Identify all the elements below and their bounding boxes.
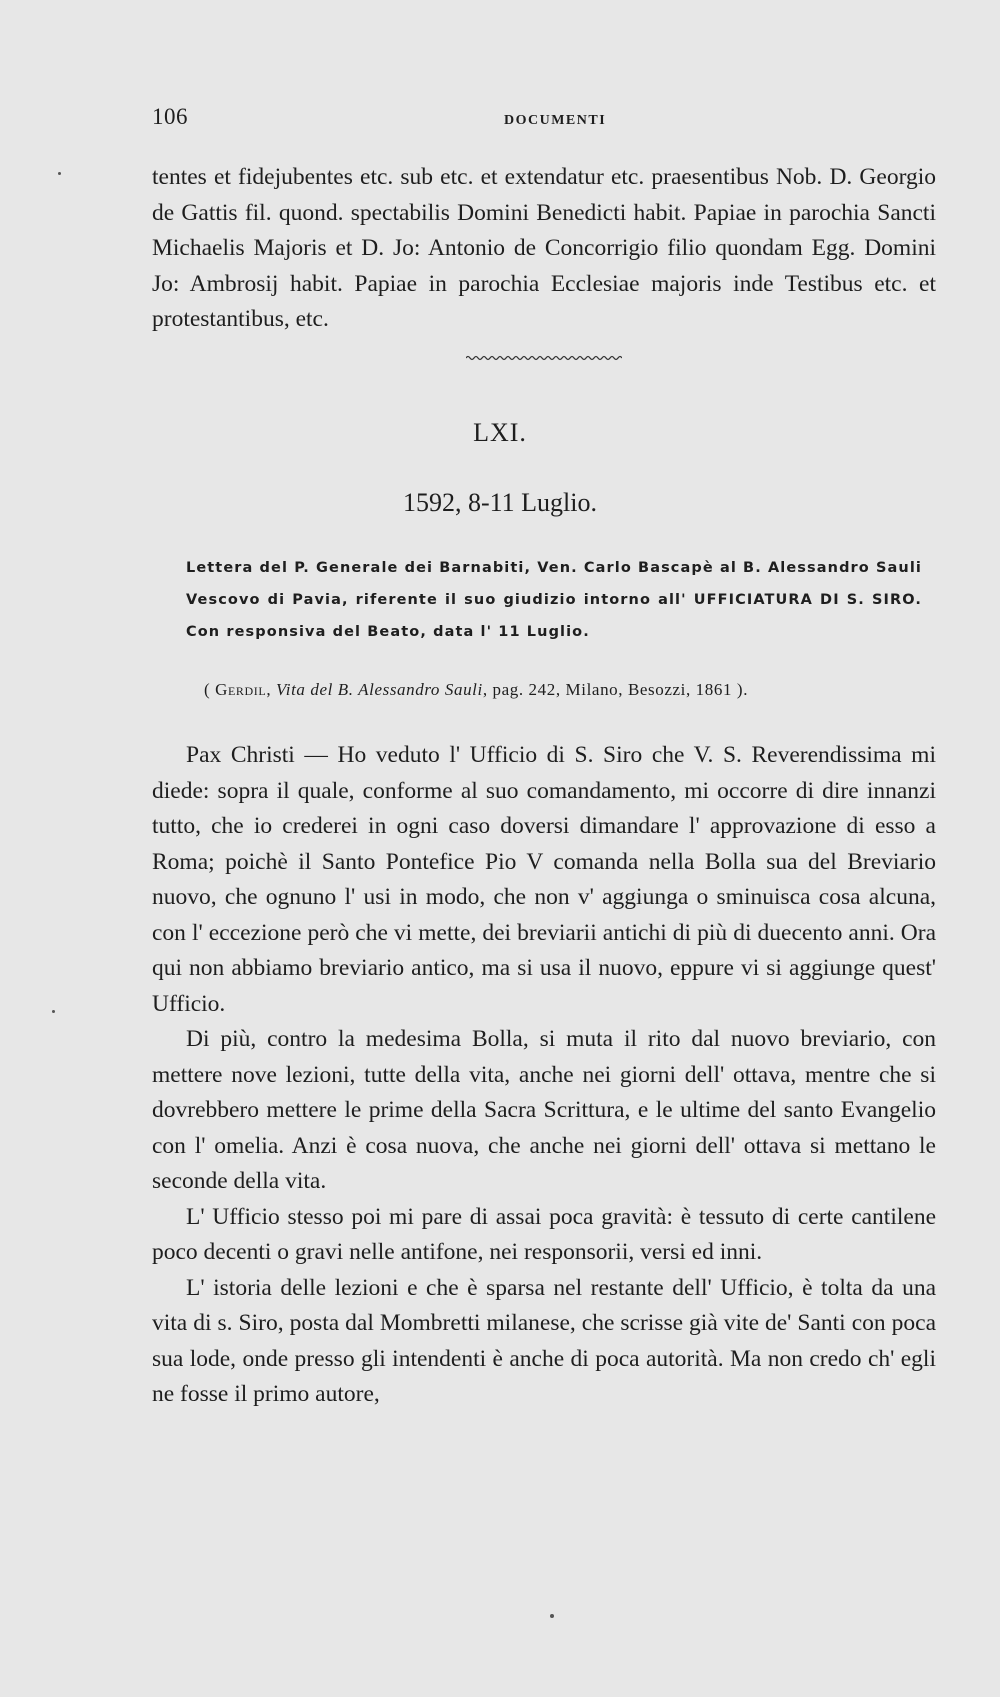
citation-open: ( xyxy=(204,680,216,699)
opening-paragraph: tentes et fidejubentes etc. sub etc. et extendatur etc. praesentibus Nob. D. Georgio de Gattis fil. quond. spectabilis Domini Benedicti habit. Papiae in parochia Sancti Michaelis Majoris et D. Jo: Antonio de Concorrigio filio quondam Egg. Domini Jo: Ambrosij habit. Papiae in parochia Ecclesiae majoris inde Testibus etc. et protestantibus, etc. xyxy=(152,164,936,332)
letter-paragraph: L' istoria delle lezioni e che è sparsa nel restante dell' Ufficio, è tolta da una vita di s. Siro, posta dal Mombretti milanese, che scrisse già vite de' Santi con poca sua lode, onde presso gli intendenti è anche di poca autorità. Ma non credo ch' egli ne fosse il primo autore, xyxy=(152,1274,936,1407)
letter-paragraph: Di più, contro la medesima Bolla, si muta il rito dal nuovo breviario, con mettere nove lezioni, tutte della vita, anche nei giorni dell' ottava, mentre che si dovrebbero mettere le prime della Sacra Scrittura, e le ultime del santo Evangelio con l' omelia. Anzi è cosa nuova, che anche nei giorni dell' ottava si mettano le seconde della vita. xyxy=(152,1026,936,1194)
source-citation xyxy=(204,680,924,700)
document-summary: Lettera del P. Generale dei Barnabiti, Ven. Carlo Bascapè al B. Alessandro Sauli Vescovo di Pavia, riferente il suo giudizio intorno all' UFFICIATURA DI S. SIRO. Con responsiva del Beato, data l' 11 Luglio. xyxy=(186,560,922,640)
document-date: 1592, 8-11 Luglio. xyxy=(402,488,598,517)
citation-separator: , xyxy=(266,680,277,699)
opening-text xyxy=(152,160,936,338)
print-speck xyxy=(52,1010,55,1013)
letter-text xyxy=(152,738,936,1413)
print-speck xyxy=(58,172,61,175)
wavy-rule-ornament xyxy=(466,354,622,362)
letter-paragraph: Pax Christi — Ho veduto l' Ufficio di S. Siro che V. S. Reverendissima mi diede: sopra il quale, conforme al suo comandamento, mi occorre di dire innanzi tutto, che io crederei in ogni caso doversi dimandare l' approvazione di esso a Roma; poichè il Santo Pontefice Pio V comanda nella Bolla sua del Breviario nuovo, che ognuno l' usi in modo, che non v' aggiunga o sminuisca cosa alcuna, con l' eccezione però che vi mette, dei breviarii antichi di più di duecento anni. Ora qui non abbiamo breviario antico, ma si usa il nuovo, eppure vi si aggiunge quest' Ufficio. xyxy=(152,742,936,1017)
citation-work-title: Vita del B. Alessandro Sauli xyxy=(276,680,483,699)
document-number: LXI. xyxy=(473,418,527,447)
letter-paragraph: L' Ufficio stesso poi mi pare di assai poca gravità: è tessuto di certe cantilene poco decenti o gravi nelle antifone, nei responsorii, versi ed inni. xyxy=(152,1203,936,1265)
running-head: DOCUMENTI xyxy=(504,113,607,128)
page-number: 106 xyxy=(152,104,188,129)
citation-author: Gerdil xyxy=(215,680,267,699)
page-header xyxy=(152,104,942,134)
print-speck xyxy=(550,1614,554,1618)
citation-details: , pag. 242, Milano, Besozzi, 1861 ). xyxy=(482,680,749,699)
